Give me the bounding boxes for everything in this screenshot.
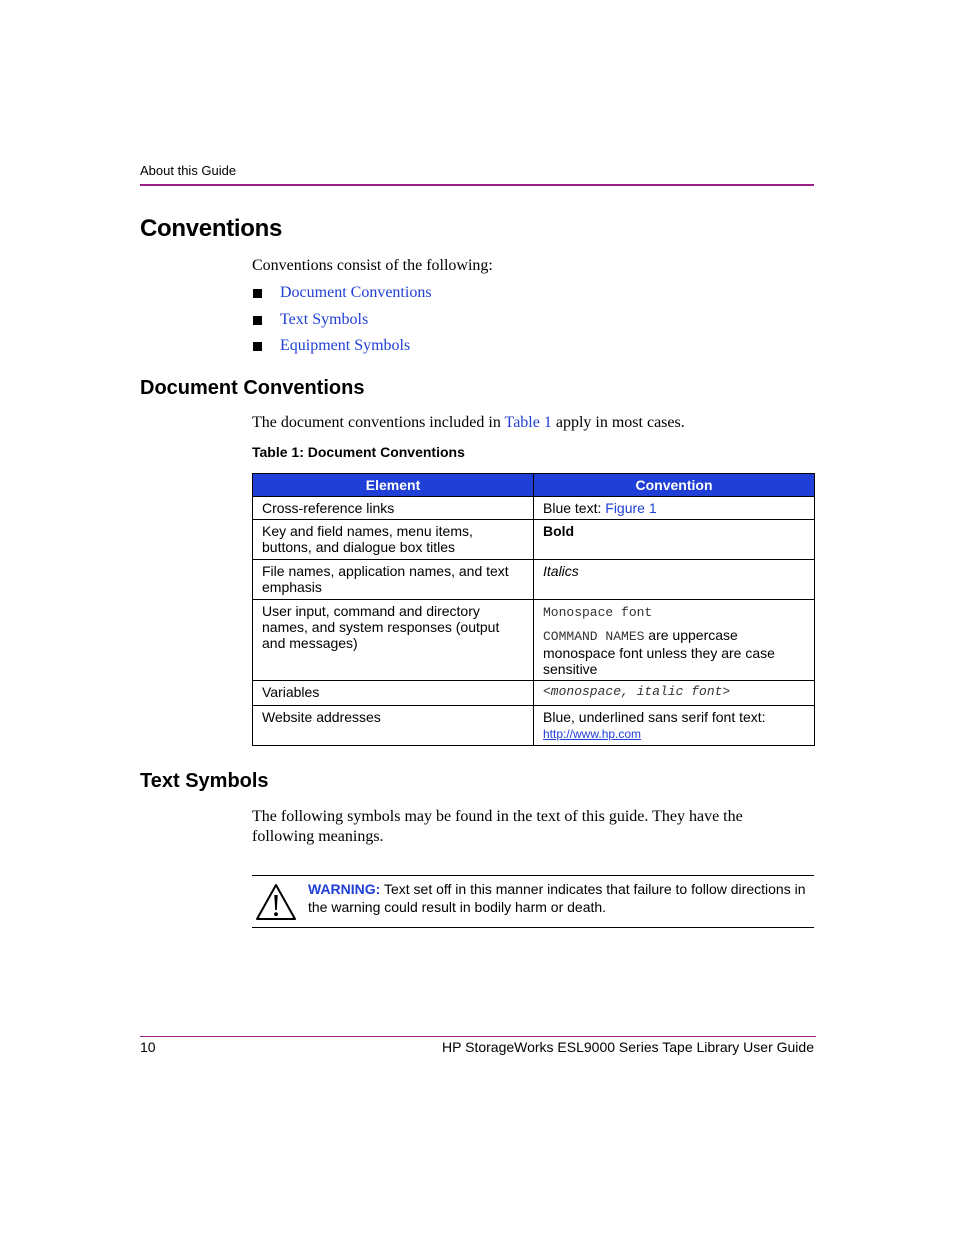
footer-title: HP StorageWorks ESL9000 Series Tape Library User Guide	[442, 1039, 814, 1055]
warning-label: WARNING:	[308, 881, 381, 897]
command-names-note	[543, 627, 806, 677]
table-row	[253, 600, 815, 681]
list-item	[252, 283, 432, 310]
table-row	[253, 497, 815, 520]
column-header-convention: Convention	[534, 474, 815, 497]
convention-cell	[534, 600, 815, 681]
warning-body: Text set off in this manner indicates that failure to follow directions in the warning could result in bodily harm or death.	[308, 881, 806, 915]
convention-cell: <monospace, italic font>	[534, 681, 815, 706]
list-item	[252, 336, 432, 363]
table-row	[253, 560, 815, 600]
column-header-element: Element	[253, 474, 534, 497]
table-row	[253, 520, 815, 560]
text-symbols-heading: Text Symbols	[140, 770, 269, 792]
text-symbols-paragraph: The following symbols may be found in the text of this guide. They have the following meanings.	[252, 808, 743, 845]
command-names-desc: are uppercase monospace font unless they are case sensitive	[543, 627, 775, 677]
monospace-example: Monospace font	[543, 605, 653, 620]
equipment-symbols-link[interactable]: Equipment Symbols	[280, 337, 411, 354]
page-number: 10	[140, 1039, 156, 1055]
hp-website-link[interactable]: http://www.hp.com	[543, 727, 642, 741]
table-header-row	[253, 474, 815, 497]
list-item	[252, 310, 432, 337]
conventions-bullet-list	[252, 283, 432, 363]
header-rule	[140, 184, 814, 186]
bullet-square-icon	[253, 316, 262, 325]
document-conventions-table	[252, 473, 815, 746]
footer-rule	[140, 1036, 816, 1037]
docconv-text-after: apply in most cases.	[551, 414, 685, 431]
document-conventions-heading: Document Conventions	[140, 377, 365, 399]
convention-cell: Bold	[534, 520, 815, 560]
website-convention-text: Blue, underlined sans serif font text:	[543, 709, 766, 725]
document-conventions-link[interactable]: Document Conventions	[280, 284, 432, 301]
element-cell: Website addresses	[253, 706, 534, 746]
element-cell: Variables	[253, 681, 534, 706]
warning-top-rule	[252, 875, 814, 876]
element-cell: User input, command and directory names, and system responses (output and messages)	[253, 600, 534, 681]
bullet-square-icon	[253, 342, 262, 351]
running-header: About this Guide	[140, 163, 237, 178]
convention-cell	[534, 497, 815, 520]
table-row	[253, 681, 815, 706]
figure-1-link[interactable]: Figure 1	[605, 500, 657, 516]
warning-text	[308, 880, 808, 916]
element-cell: File names, application names, and text emphasis	[253, 560, 534, 600]
table-1-link[interactable]: Table 1	[504, 414, 552, 431]
docconv-text-before: The document conventions included in	[252, 414, 505, 431]
conventions-heading: Conventions	[140, 215, 283, 242]
command-names-example: COMMAND NAMES	[543, 629, 645, 644]
table-caption: Table 1: Document Conventions	[252, 444, 465, 460]
convention-cell	[534, 706, 815, 746]
bullet-square-icon	[253, 289, 262, 298]
warning-triangle-icon	[255, 883, 297, 926]
conventions-intro: Conventions consist of the following:	[252, 257, 493, 274]
text-symbols-link[interactable]: Text Symbols	[280, 310, 369, 328]
element-cell: Cross-reference links	[253, 497, 534, 520]
table-row	[253, 706, 815, 746]
document-conventions-text	[252, 414, 685, 432]
element-cell: Key and field names, menu items, buttons, and dialogue box titles	[253, 520, 534, 560]
convention-prefix: Blue text:	[543, 500, 606, 516]
warning-bottom-rule	[252, 927, 814, 928]
convention-cell: Italics	[534, 560, 815, 600]
